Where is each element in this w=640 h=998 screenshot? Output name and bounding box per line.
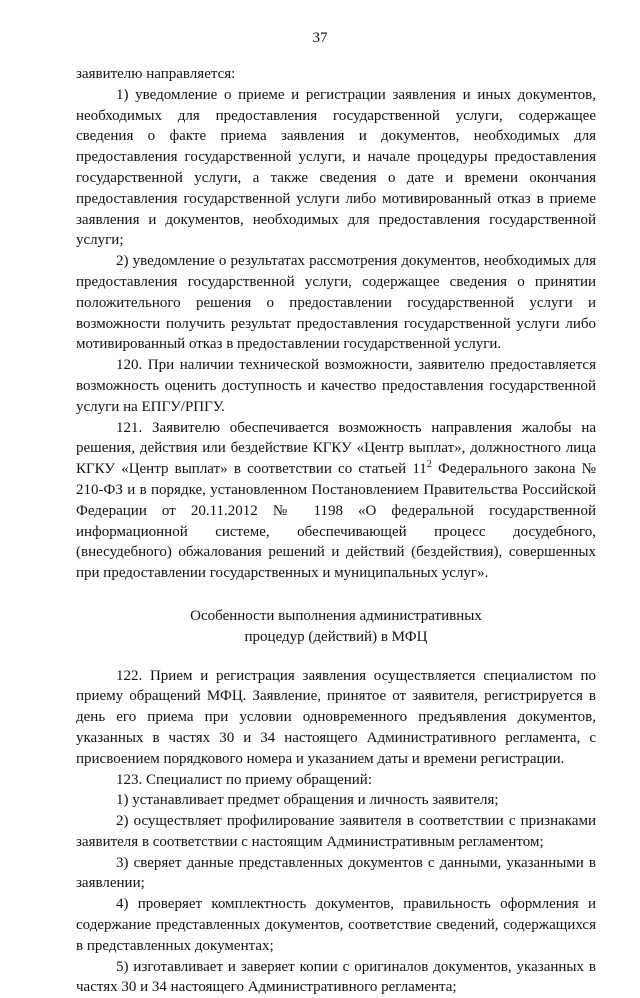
paragraph: 2) уведомление о результатах рассмотрения документов, необходимых для предоставления государственной услуги, содержащее сведения о принятии положительного решения о предоставлении государственной услуги и возможности получить результат предоставления государственной услуги либо мотивированный отказ в предоставлении государственной услуги.	[76, 253, 596, 353]
paragraph-121-text-a: 121. Заявителю обеспечивается возможность направления жалобы на решения, действия или бездействие КГКУ «Центр выплат», должностного лица КГКУ «Центр выплат» в соответствии со статьей 11	[76, 419, 596, 478]
paragraph: 120. При наличии технической возможности, заявителю предоставляется возможность оценить доступность и качество предоставления государственной услуги на ЕПГУ/РПГУ.	[76, 357, 596, 415]
page-number: 37	[312, 30, 328, 46]
paragraph: 1) устанавливает предмет обращения и личность заявителя;	[116, 792, 499, 809]
paragraph: 2) осуществляет профилирование заявителя в соответствии с признаками заявителя в соответствии с настоящим Административным регламентом;	[76, 813, 596, 850]
section-heading-line-2: процедур (действий) в МФЦ	[244, 628, 428, 645]
paragraph: 4) проверяет комплектность документов, правильность оформления и содержание представленных документов, соответствие сведений, содержащихся в представленных документах;	[76, 896, 596, 954]
superscript: 2	[426, 459, 432, 471]
paragraph: 5) изготавливает и заверяет копии с оригиналов документов, указанных в частях 30 и 34 настоящего Административного регламента;	[76, 958, 596, 996]
section-heading	[76, 606, 596, 648]
paragraph: 123. Специалист по приему обращений:	[116, 771, 372, 788]
paragraphs-before	[76, 64, 596, 418]
paragraph-121	[76, 418, 596, 584]
section-heading-line-1: Особенности выполнения административных	[190, 607, 482, 624]
paragraph: 1) уведомление о приеме и регистрации заявления и иных документов, необходимых для предоставления государственной услуги, содержащее сведения о факте приема заявления и документов, необходимых для предоставления государственной услуги, и начале процедуры предоставления государственной услуги, а также сведения о дате и времени окончания предоставления государственной услуги либо мотивированный отказ в приеме заявления и документов, необходимых для предоставления государственной услуги;	[76, 86, 596, 249]
paragraphs-after	[76, 666, 596, 998]
paragraph: заявителю направляется:	[76, 66, 236, 82]
document-body	[76, 64, 596, 998]
paragraph-121-text-b: Федерального закона № 210-ФЗ и в порядке, установленном Постановлением Правительства Российской Федерации от 20.11.2012 № 1198 «О федеральной государственной информационной системе, обеспечивающей процесс досудебного, (внесудебного) обжалования решений и действий (бездействия), совершенных при предоставлении государственных и муниципальных услуг».	[76, 461, 596, 582]
paragraph: 3) сверяет данные представленных документов с данными, указанными в заявлении;	[76, 854, 596, 892]
paragraph: 122. Прием и регистрация заявления осуществляется специалистом по приему обращений МФЦ. Заявление, принятое от заявителя, регистрируется в день его приема при условии одновременного предъявления документов, указанных в частях 30 и 34 настоящего Административного регламента, с присвоением порядкового номера и указанием даты и времени регистрации.	[76, 667, 596, 767]
